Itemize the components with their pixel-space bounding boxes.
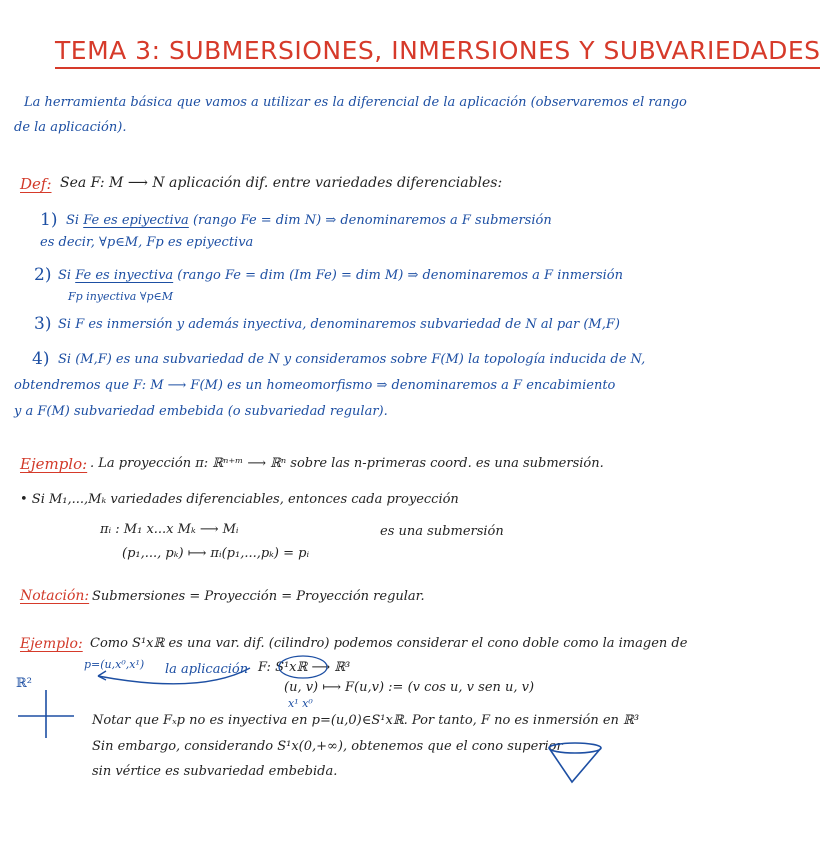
- item-3-number: 3): [34, 314, 52, 334]
- example-2-label: Ejemplo:: [20, 636, 83, 652]
- curved-arrow: [98, 668, 250, 684]
- example-1-map-2: (p₁,..., pₖ) ⟼ πᵢ(p₁,...,pₖ) = pᵢ: [122, 546, 310, 561]
- intro-line-2: de la aplicación).: [14, 120, 127, 135]
- item-1-line-2: es decir, ∀p∈M, Fp es epiyectiva: [40, 235, 254, 250]
- intro-line-1: La herramienta básica que vamos a utilizar es la diferencial de la aplicación (observaremos el rango: [24, 95, 687, 110]
- domain-circle: [279, 656, 327, 678]
- example-2-note-3: sin vértice es subvariedad embebida.: [92, 764, 338, 779]
- notation-label: Notación:: [20, 588, 90, 604]
- example-1-text: . La proyección π: ℝⁿ⁺ᵐ ⟶ ℝⁿ sobre las n-primeras coord. es una submersión.: [90, 456, 604, 471]
- example-2-map-row: (u, v) ⟼ F(u,v) := (v cos u, v sen u, v): [284, 680, 535, 695]
- item-4-line-1: Si (M,F) es una subvariedad de N y consideramos sobre F(M) la topología inducida de N,: [58, 352, 646, 367]
- example-1-label: Ejemplo:: [20, 455, 88, 473]
- example-2-map-head: F: S¹xℝ ⟶ ℝ³: [258, 660, 351, 675]
- example-2-note-2: Sin embargo, considerando S¹x(0,+∞), obtenemos que el cono superior: [92, 739, 563, 754]
- item-4-number: 4): [32, 349, 50, 369]
- item-2-number: 2): [34, 265, 52, 285]
- example-1-map-1-note: es una submersión: [380, 524, 504, 539]
- example-1-map-1: πᵢ : M₁ x...x Mₖ ⟶ Mᵢ: [100, 522, 239, 537]
- example-1-bullet: • Si M₁,...,Mₖ variedades diferenciables, entonces cada proyección: [20, 492, 459, 507]
- example-2-line-1: Como S¹xℝ es una var. dif. (cilindro) podemos considerar el cono doble como la imagen de: [90, 636, 688, 651]
- item-1-number: 1): [40, 210, 58, 230]
- definition-label: Def:: [20, 175, 52, 193]
- definition-text: Sea F: M ⟶ N aplicación dif. entre variedades diferenciables:: [60, 175, 503, 191]
- example-2-point: p=(u,x⁰,x¹): [84, 658, 145, 671]
- cone-rim: [549, 743, 601, 753]
- item-1-post: (rango Fe = dim N) ⇒ denominaremos a F submersión: [188, 213, 552, 228]
- item-2-emph: Fe es inyectiva: [75, 268, 174, 283]
- r2-label: ℝ²: [16, 676, 33, 691]
- page-title-text: TEMA 3: SUBMERSIONES, INMERSIONES Y SUBVARIEDADES: [55, 36, 820, 65]
- item-1-emph: Fe es epiyectiva: [83, 213, 189, 228]
- example-2-via: la aplicación: [165, 662, 249, 677]
- notation-text: Submersiones = Proyección = Proyección regular.: [92, 589, 425, 604]
- item-4-line-3: y a F(M) subvariedad embebida (o subvariedad regular).: [14, 404, 388, 419]
- curved-arrow-head: [98, 671, 106, 680]
- item-2-post: (rango Fe = dim (Im Fe) = dim M) ⇒ denominaremos a F inmersión: [173, 268, 623, 283]
- item-2-pre: Si: [58, 268, 76, 283]
- item-3-line-1: Si F es inmersión y además inyectiva, denominaremos subvariedad de N al par (M,F): [58, 317, 620, 332]
- item-4-line-2: obtendremos que F: M ⟶ F(M) es un homeomorfismo ⇒ denominaremos a F encabimiento: [14, 378, 616, 393]
- item-1-pre: Si: [66, 213, 84, 228]
- item-2-line-2: Fp inyectiva ∀p∈M: [68, 290, 173, 303]
- example-2-note-1: Notar que Fₓp no es inyectiva en p=(u,0)∈S¹xℝ. Por tanto, F no es inmersión en ℝ³: [92, 713, 640, 728]
- example-2-sub: x¹ x⁰: [288, 697, 313, 710]
